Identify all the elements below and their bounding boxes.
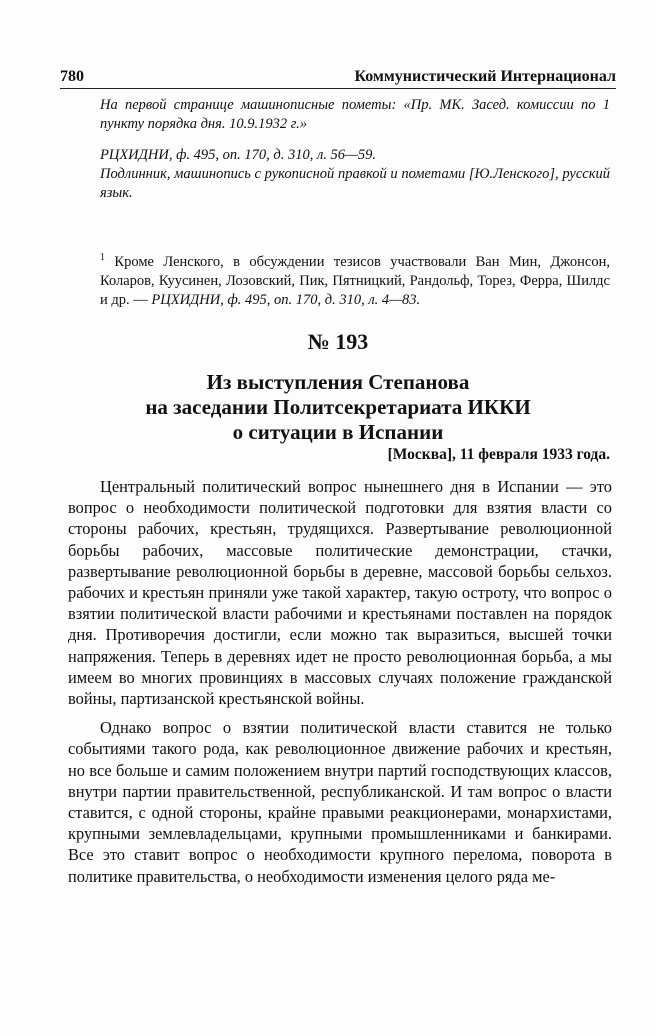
page-header (60, 60, 616, 86)
body-paragraph: Центральный политический вопрос нынешнего дня в Испании — это вопрос о необходимости политической подготовки для взятия власти со стороны рабочих, крестьян, трудящихся. Развертывание революционной борьбы рабочих, массовые политические демонстрации, стачки, развертывание революционной борьбы в деревне, массовой борьбы сельхоз. рабочих и крестьян приняли уже такой характер, такую остроту, что вопрос о взятии политической власти рабочими и крестьянами поставлен на порядок дня. Противоречия достигли, если можно так выразиться, высшей точки напряжения. Теперь в деревнях идет не просто революционная борьба, а мы имеем во многих провинциях в массовых случаях положение гражданской войны, партизанской крестьянской войны. (68, 477, 612, 709)
document-number: № 193 (307, 329, 369, 354)
footnote-archive-ref: РЦХИДНИ, ф. 495, оп. 170, д. 310, л. 4—83. (151, 291, 421, 308)
document-date: [Москва], 11 февраля 1933 года. (387, 446, 610, 463)
original-note: Подлинник, машинопись с рукописной правкой и пометами [Ю.Ленского], русский язык. (100, 166, 610, 201)
footnote-marker: 1 (100, 252, 105, 263)
typescript-note: На первой странице машинописные пометы: «Пр. МК. Засед. комиссии по 1 пункту порядка дня. 10.9.1932 г.» (100, 97, 610, 132)
header-rule (60, 88, 616, 89)
archival-notes (100, 96, 610, 203)
page-number: 780 (60, 68, 84, 85)
document-title-line-2: на заседании Политсекретариата ИККИ (145, 395, 531, 419)
document-heading (60, 328, 616, 445)
running-title: Коммунистический Интернационал (354, 68, 616, 85)
body-paragraph: Однако вопрос о взятии политической власти ставится не только событиями такого рода, как революционное движение рабочих и крестьян, но все больше и самим положением внутри партий господствующих классов, внутри партии правительственной, республиканской. И там вопрос о власти ставится, с одной стороны, крайне правыми реакционерами, монархистами, крупными землевладельцами, крупными промышленниками и банкирами. Все это ставит вопрос о необходимости крупного перелома, поворота в политике правительства, о необходимости изменения целого ряда ме- (68, 718, 612, 886)
document-title-line-1: Из выступления Степанова (206, 370, 470, 394)
document-title-line-3: о ситуации в Испании (232, 420, 444, 444)
footnote-text: Кроме Ленского, в обсуждении тезисов участвовали Ван Мин, Джонсон, Коларов, Куусинен, Лозовский, Пик, Пятницкий, Рандольф, Торез, Ферра, Шилдс и др. — (100, 253, 611, 308)
archive-reference: РЦХИДНИ, ф. 495, оп. 170, д. 310, л. 56—59. (100, 147, 377, 163)
body-text (68, 476, 612, 895)
footnote (100, 248, 610, 310)
